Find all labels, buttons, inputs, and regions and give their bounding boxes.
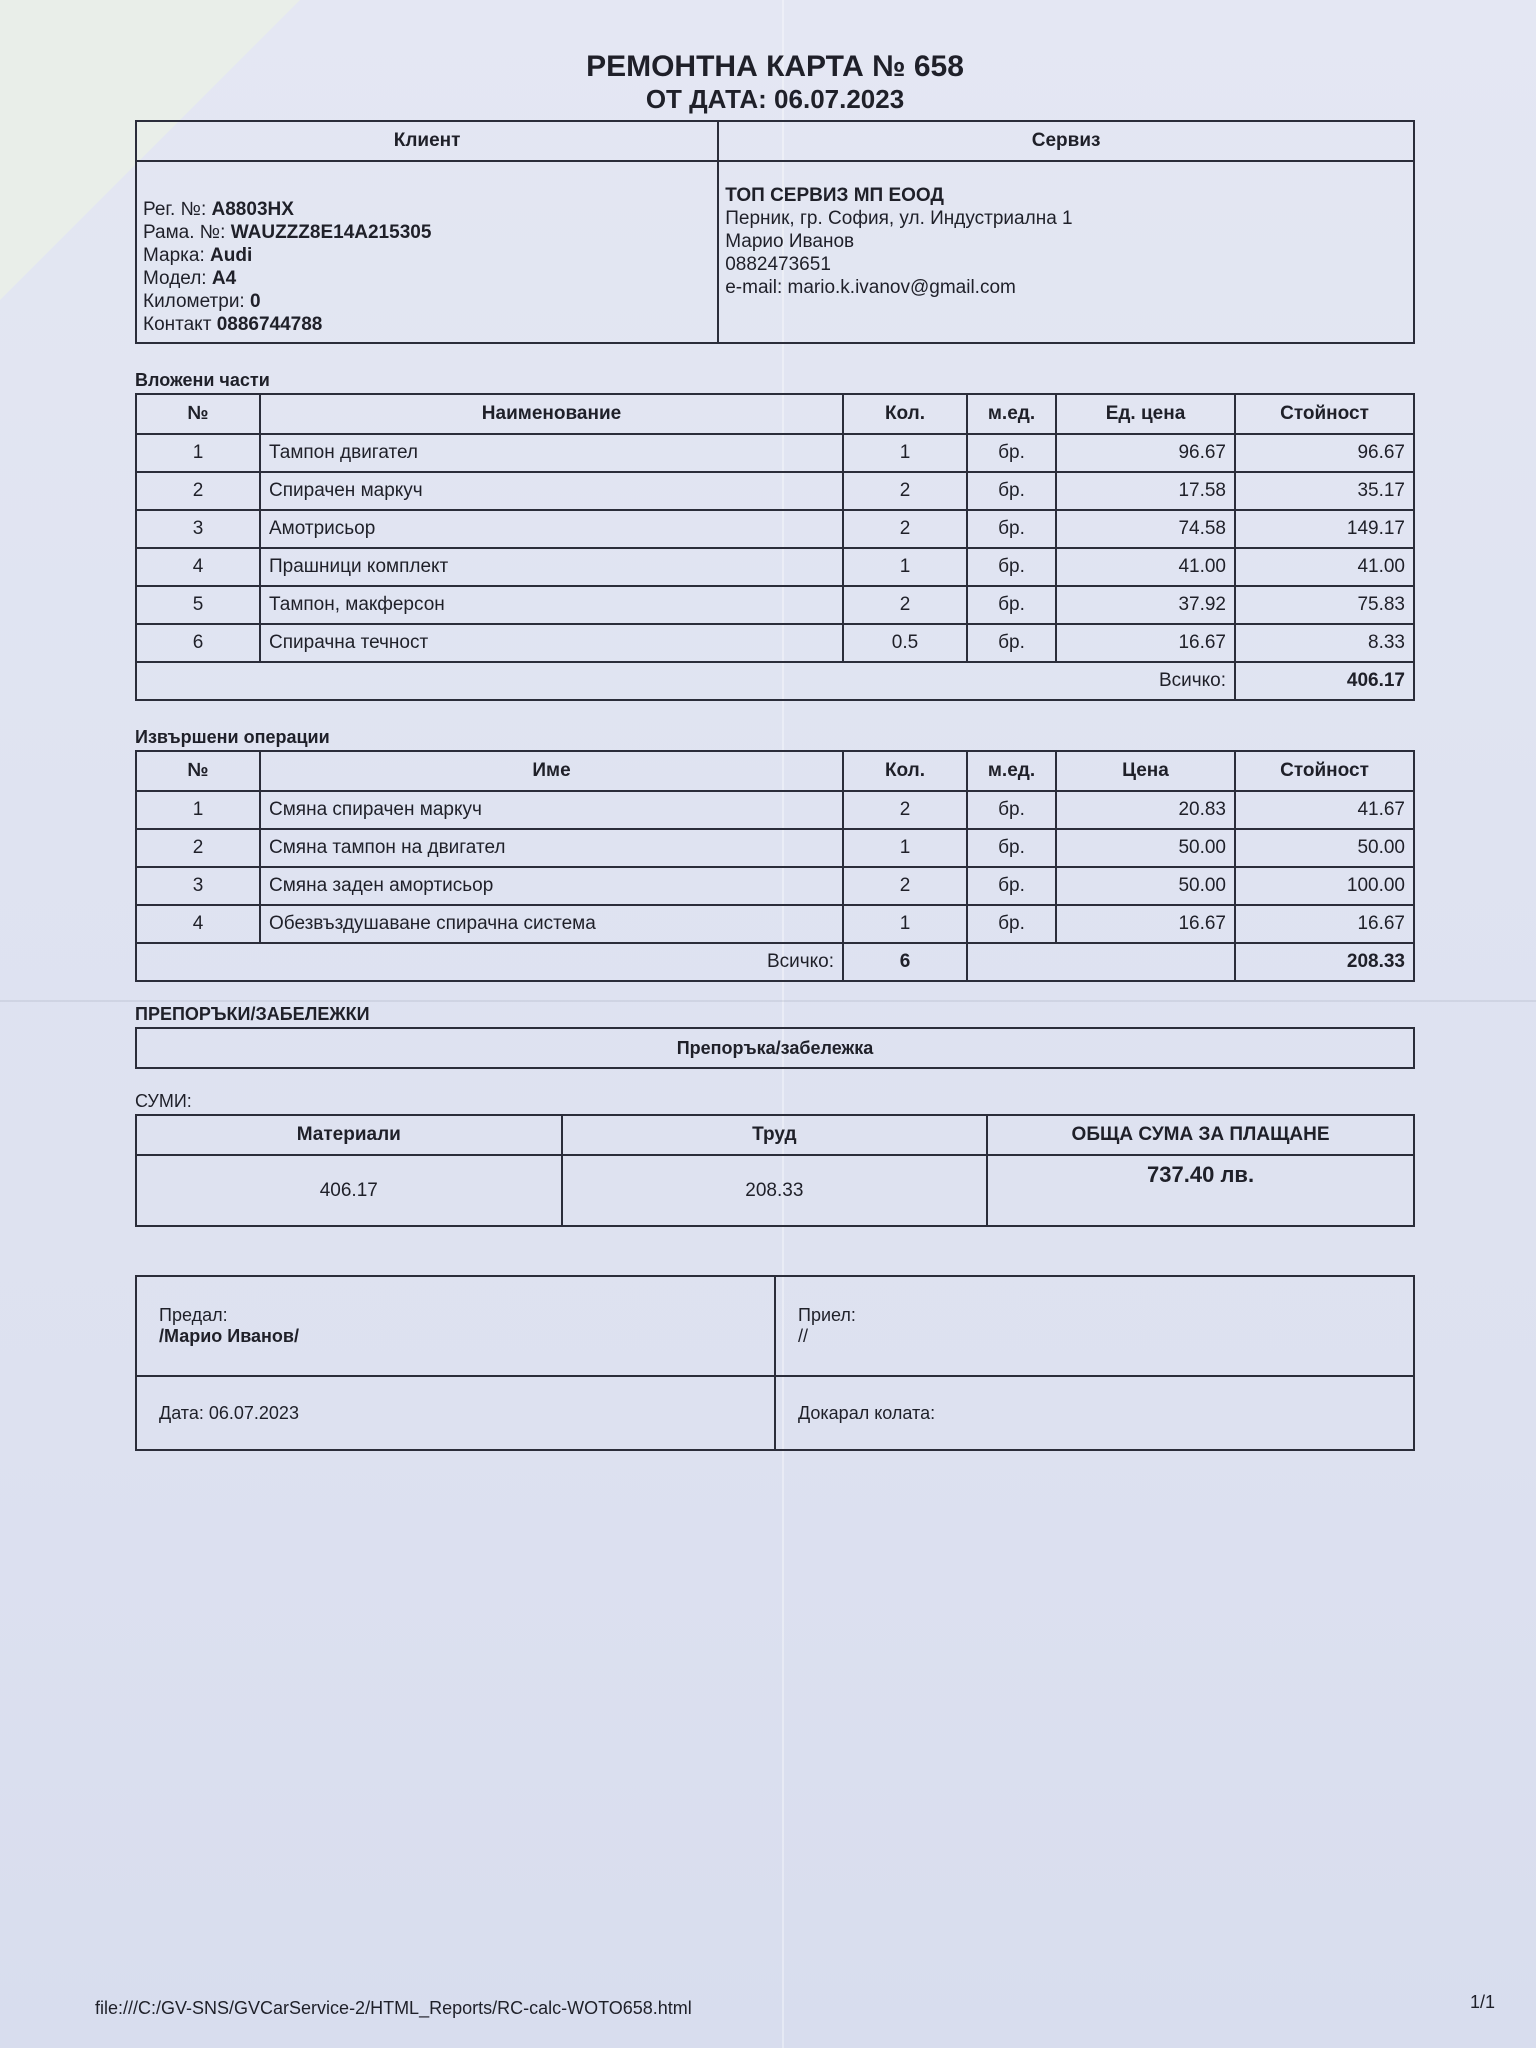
notes-label: ПРЕПОРЪКИ/ЗАБЕЛЕЖКИ bbox=[135, 1004, 370, 1024]
ops-col-price: Цена bbox=[1056, 751, 1235, 791]
client-model: Модел: A4 bbox=[143, 268, 237, 289]
parts-total-label: Всичко: bbox=[136, 662, 1235, 700]
ops-col-qty: Кол. bbox=[843, 751, 967, 791]
table-row: 1 Тампон двигател 1 бр. 96.67 96.67 bbox=[136, 434, 1414, 472]
sums-materials-heading: Материали bbox=[136, 1115, 562, 1155]
service-heading: Сервиз bbox=[718, 121, 1414, 161]
operations-total-spacer bbox=[967, 943, 1235, 981]
sums-labor-value: 208.33 bbox=[562, 1155, 988, 1226]
service-phone: 0882473651 bbox=[725, 254, 831, 275]
ops-col-no: № bbox=[136, 751, 260, 791]
sums-table bbox=[135, 1114, 1415, 1227]
parts-col-name: Наименование bbox=[260, 394, 843, 434]
received-label: Приел: bbox=[798, 1305, 856, 1325]
operations-header-row bbox=[136, 751, 1414, 791]
table-row: 6 Спирачна течност 0.5 бр. 16.67 8.33 bbox=[136, 624, 1414, 662]
client-vin: Рама. №: WAUZZZ8E14A215305 bbox=[143, 222, 432, 243]
client-km: Километри: 0 bbox=[143, 291, 261, 312]
repair-card bbox=[135, 50, 1415, 1451]
sums-grand-value: 737.40 лв. bbox=[987, 1155, 1414, 1226]
sums-label: СУМИ: bbox=[135, 1091, 192, 1111]
service-company: ТОП СЕРВИЗ МП ЕООД bbox=[725, 185, 944, 206]
document-date: ОТ ДАТА: 06.07.2023 bbox=[645, 84, 905, 114]
client-make: Марка: Audi bbox=[143, 245, 253, 266]
received-cell bbox=[775, 1276, 1414, 1376]
client-service-table bbox=[135, 120, 1415, 344]
table-row: 5 Тампон, макферсон 2 бр. 37.92 75.83 bbox=[136, 586, 1414, 624]
table-row: 4 Обезвъздушаване спирачна система 1 бр. 16.67 16.67 bbox=[136, 905, 1414, 943]
client-reg: Рег. №: A8803HX bbox=[143, 199, 294, 220]
parts-label: Вложени части bbox=[135, 370, 270, 390]
operations-table bbox=[135, 750, 1415, 982]
parts-header-row bbox=[136, 394, 1414, 434]
document-title: РЕМОНТНА КАРТА № 658 bbox=[586, 50, 964, 83]
footer-page-number: 1/1 bbox=[1470, 1992, 1496, 2012]
sums-labor-heading: Труд bbox=[562, 1115, 988, 1155]
service-address: Перник, гр. София, ул. Индустриална 1 bbox=[725, 208, 1073, 229]
brought-label: Докарал колата: bbox=[775, 1376, 1414, 1450]
parts-total-row bbox=[136, 662, 1414, 700]
signature-date: Дата: 06.07.2023 bbox=[136, 1376, 775, 1450]
operations-total-label: Всичко: bbox=[136, 943, 843, 981]
table-row: 4 Прашници комплект 1 бр. 41.00 41.00 bbox=[136, 548, 1414, 586]
operations-total-value: 208.33 bbox=[1235, 943, 1414, 981]
client-heading: Клиент bbox=[136, 121, 718, 161]
parts-total-value: 406.17 bbox=[1235, 662, 1414, 700]
ops-col-name: Име bbox=[260, 751, 843, 791]
table-row: 2 Спирачен маркуч 2 бр. 17.58 35.17 bbox=[136, 472, 1414, 510]
parts-col-qty: Кол. bbox=[843, 394, 967, 434]
ops-col-total: Стойност bbox=[1235, 751, 1414, 791]
parts-col-price: Ед. цена bbox=[1056, 394, 1235, 434]
table-row: 2 Смяна тампон на двигател 1 бр. 50.00 50.00 bbox=[136, 829, 1414, 867]
service-email: e-mail: mario.k.ivanov@gmail.com bbox=[725, 277, 1016, 298]
sums-grand-heading: ОБЩА СУМА ЗА ПЛАЩАНЕ bbox=[987, 1115, 1414, 1155]
client-contact: Контакт 0886744788 bbox=[143, 314, 323, 335]
handed-value: /Марио Иванов/ bbox=[159, 1326, 299, 1346]
table-row: 1 Смяна спирачен маркуч 2 бр. 20.83 41.67 bbox=[136, 791, 1414, 829]
ops-col-unit: м.ед. bbox=[967, 751, 1056, 791]
notes-box: Препоръка/забележка bbox=[135, 1027, 1415, 1069]
table-row: 3 Смяна заден амортисьор 2 бр. 50.00 100.00 bbox=[136, 867, 1414, 905]
footer-file-path: file:///C:/GV-SNS/GVCarService-2/HTML_Reports/RC-calc-WOTO658.html bbox=[95, 1998, 692, 2018]
client-details bbox=[136, 161, 718, 343]
service-details bbox=[718, 161, 1414, 343]
parts-col-total: Стойност bbox=[1235, 394, 1414, 434]
operations-total-qty: 6 bbox=[843, 943, 967, 981]
handed-cell bbox=[136, 1276, 775, 1376]
received-value: // bbox=[798, 1326, 809, 1346]
parts-col-unit: м.ед. bbox=[967, 394, 1056, 434]
operations-total-row bbox=[136, 943, 1414, 981]
service-person: Марио Иванов bbox=[725, 231, 855, 252]
operations-label: Извършени операции bbox=[135, 727, 330, 747]
signatures-table bbox=[135, 1275, 1415, 1451]
handed-label: Предал: bbox=[159, 1305, 228, 1325]
table-row: 3 Амотрисьор 2 бр. 74.58 149.17 bbox=[136, 510, 1414, 548]
sums-materials-value: 406.17 bbox=[136, 1155, 562, 1226]
parts-col-no: № bbox=[136, 394, 260, 434]
parts-table bbox=[135, 393, 1415, 701]
